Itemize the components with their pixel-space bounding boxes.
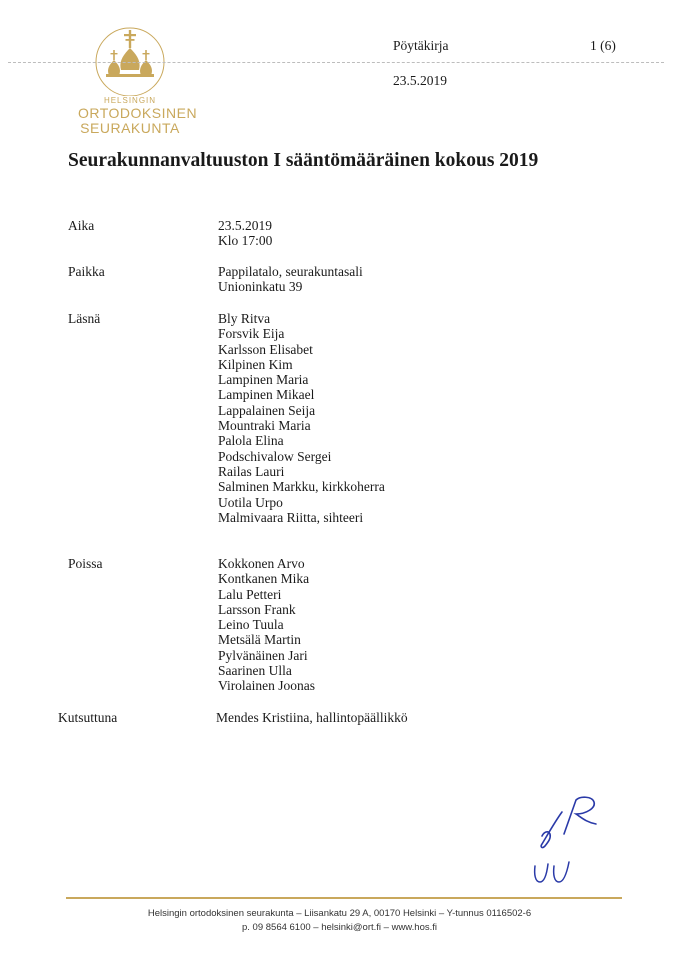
section-values: [216, 710, 408, 725]
attendee-name: Malmivaara Riitta, sihteeri: [218, 509, 364, 525]
attendee-name: Bly Ritva: [218, 311, 271, 326]
attendee-name: Palola Elina: [218, 433, 284, 449]
attendee-name: Railas Lauri: [218, 463, 285, 479]
section-values: [218, 264, 363, 295]
page-number: 1 (6): [590, 38, 616, 53]
attendee-name: Podschivalow Sergei: [218, 448, 332, 464]
signature-initials-2: [532, 858, 574, 886]
attendee-name: Uotila Urpo: [218, 494, 283, 510]
attendee-name: Mountraki Maria: [218, 418, 311, 434]
section-values: [218, 311, 385, 525]
logo-line-1: HELSINGIN: [103, 96, 157, 105]
section-label: Läsnä: [68, 311, 101, 326]
invited-name: Mendes Kristiina, hallintopäällikkö: [216, 710, 408, 725]
attendee-name: Kilpinen Kim: [218, 356, 293, 372]
value-line: 23.5.2019: [218, 218, 272, 233]
church-domes-icon: [92, 24, 168, 96]
footer-contact: p. 09 8564 6100 – helsinki@ort.fi – www.hos.fi: [241, 922, 437, 933]
footer-divider: [66, 897, 622, 899]
absentee-name: Larsson Frank: [218, 601, 296, 617]
absentee-name: Saarinen Ulla: [218, 663, 292, 679]
attendee-name: Karlsson Elisabet: [218, 341, 313, 357]
header-divider: [8, 62, 664, 63]
page-title: Seurakunnanvaltuuston I sääntömääräinen kokous 2019: [68, 150, 539, 171]
section-values: [218, 556, 315, 694]
value-line: Pappilatalo, seurakuntasali: [218, 264, 363, 279]
absentee-name: Virolainen Joonas: [218, 678, 316, 694]
section-label: Aika: [68, 218, 95, 233]
absentee-name: Lalu Petteri: [218, 586, 282, 602]
logo-line-3: SEURAKUNTA: [80, 120, 180, 136]
absentee-name: Leino Tuula: [218, 617, 284, 633]
attendee-name: Forsvik Eija: [218, 326, 285, 342]
value-line: Unioninkatu 39: [218, 279, 303, 295]
footer-address: Helsingin ortodoksinen seurakunta – Liisankatu 29 A, 00170 Helsinki – Y-tunnus 0116502-6: [147, 908, 532, 919]
section-label: Poissa: [68, 556, 103, 571]
absentee-name: Kontkanen Mika: [218, 571, 310, 587]
attendee-name: Lampinen Mikael: [218, 387, 315, 403]
logo-line-2: ORTODOKSINEN: [78, 105, 198, 121]
absentee-name: Pylvänäinen Jari: [218, 647, 308, 663]
section-label: Paikka: [68, 264, 105, 279]
signature-initials-1: [536, 794, 606, 852]
absentee-name: Kokkonen Arvo: [218, 556, 305, 571]
value-line: Klo 17:00: [218, 233, 273, 249]
header-date: 23.5.2019: [393, 73, 447, 88]
absentee-name: Metsälä Martin: [218, 632, 301, 648]
section-values: [218, 218, 272, 249]
parish-logo: [78, 24, 198, 136]
attendee-name: Lappalainen Seija: [218, 402, 316, 418]
attendee-name: Lampinen Maria: [218, 372, 309, 388]
document-type: Pöytäkirja: [393, 38, 449, 53]
section-label: Kutsuttuna: [58, 710, 118, 725]
attendee-name: Salminen Markku, kirkkoherra: [218, 479, 385, 495]
